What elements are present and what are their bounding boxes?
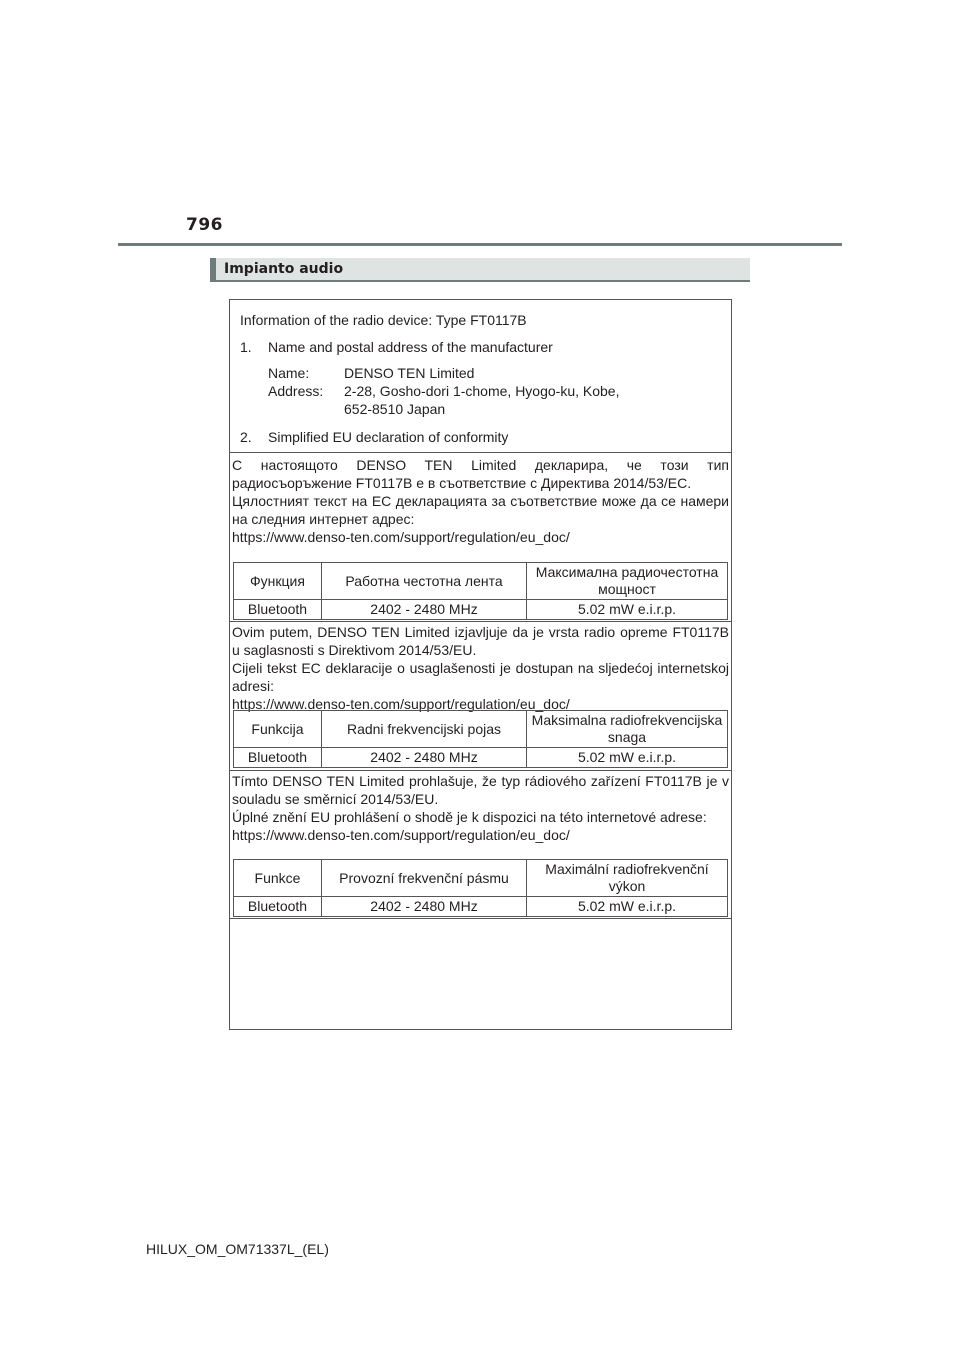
list-item-declaration: [240, 429, 508, 445]
divider: [230, 621, 731, 622]
address-value: [344, 382, 619, 418]
address-row: [268, 382, 619, 418]
table-cell: 2402 - 2480 MHz: [322, 600, 527, 620]
divider: [230, 452, 731, 453]
table-cell: 2402 - 2480 MHz: [322, 897, 527, 917]
header-cell: Provozní frekvenční pásmu: [322, 860, 527, 897]
table-cell: Bluetooth: [234, 748, 322, 768]
section-heading-bar: [210, 258, 216, 280]
table-header-row: [234, 563, 728, 600]
list-text: Name and postal address of the manufacturer: [268, 339, 553, 355]
address-label: Address:: [268, 383, 324, 399]
name-row: [268, 364, 619, 382]
table-row: [234, 748, 728, 768]
header-cell: Funkce: [234, 860, 322, 897]
divider: [230, 918, 731, 919]
list-number: 2.: [240, 429, 252, 445]
address-line-1: 2-28, Gosho-dori 1-chome, Hyogo-ku, Kobe,: [344, 383, 620, 399]
spec-table-czech: [233, 859, 728, 917]
declaration-fulltext: Cijeli tekst EC deklaracije o usaglašenosti je dostupan na sljedećoj internetskoj adresi:: [232, 660, 729, 694]
list-text: Simplified EU declaration of conformity: [268, 429, 509, 445]
divider: [230, 770, 731, 771]
device-title: Information of the radio device: Type FT0117B: [240, 312, 527, 328]
header-cell: Radni frekvencijski pojas: [322, 711, 527, 748]
header-cell: Maksimalna radiofrekvencijska snaga: [527, 711, 728, 748]
table-row: [234, 897, 728, 917]
name-value: DENSO TEN Limited: [344, 365, 475, 381]
table-cell: 5.02 mW e.i.r.p.: [527, 897, 728, 917]
header-rule: [118, 243, 842, 246]
declaration-url: https://www.denso-ten.com/support/regulation/eu_doc/: [232, 827, 570, 843]
spec-table-bosnian: [233, 710, 728, 768]
section-heading: [210, 258, 750, 282]
table-cell: 5.02 mW e.i.r.p.: [527, 748, 728, 768]
declaration-bosnian: [232, 623, 729, 713]
spec-table-bulgarian: [233, 562, 728, 620]
declaration-fulltext: Цялостният текст на ЕС декларацията за съответствие може да се намери на следния интернет адрес:: [232, 493, 729, 527]
header-cell: Работна честотна лента: [322, 563, 527, 600]
header-cell: Funkcija: [234, 711, 322, 748]
list-number: 1.: [240, 339, 252, 355]
section-title: Impianto audio: [224, 261, 344, 277]
declaration-statement: Tímto DENSO TEN Limited prohlašuje, že typ rádiového zařízení FT0117B je v souladu se směrnicí 2014/53/EU.: [232, 773, 729, 807]
list-item-manufacturer: [240, 339, 553, 355]
declaration-frame: [229, 299, 732, 1030]
header-cell: Максимална радиочестотна мощност: [527, 563, 728, 600]
declaration-fulltext: Úplné znění EU prohlášení o shodě je k dispozici na této internetové adrese:: [232, 809, 707, 825]
table-cell: Bluetooth: [234, 897, 322, 917]
declaration-url: https://www.denso-ten.com/support/regulation/eu_doc/: [232, 696, 570, 712]
declaration-bulgarian: [232, 456, 729, 546]
address-line-2: 652-8510 Japan: [344, 401, 446, 417]
manufacturer-address: [268, 364, 619, 418]
document-code: HILUX_OM_OM71337L_(EL): [146, 1241, 329, 1257]
header-cell: Функция: [234, 563, 322, 600]
declaration-url: https://www.denso-ten.com/support/regulation/eu_doc/: [232, 529, 570, 545]
table-row: [234, 600, 728, 620]
name-label: Name:: [268, 365, 310, 381]
table-header-row: [234, 860, 728, 897]
header-cell: Maximální radiofrekvenční výkon: [527, 860, 728, 897]
table-cell: 2402 - 2480 MHz: [322, 748, 527, 768]
page-number: 796: [186, 215, 223, 235]
table-cell: Bluetooth: [234, 600, 322, 620]
declaration-statement: Ovim putem, DENSO TEN Limited izjavljuje da je vrsta radio opreme FT0117B u saglasnosti s Direktivom 2014/53/EU.: [232, 624, 729, 658]
declaration-statement: С настоящото DENSO TEN Limited декларира, че този тип радиосъоръжение FT0117B е в съответствие с Директива 2014/53/ЕС.: [232, 457, 729, 491]
table-header-row: [234, 711, 728, 748]
declaration-czech: [232, 772, 729, 844]
table-cell: 5.02 mW e.i.r.p.: [527, 600, 728, 620]
